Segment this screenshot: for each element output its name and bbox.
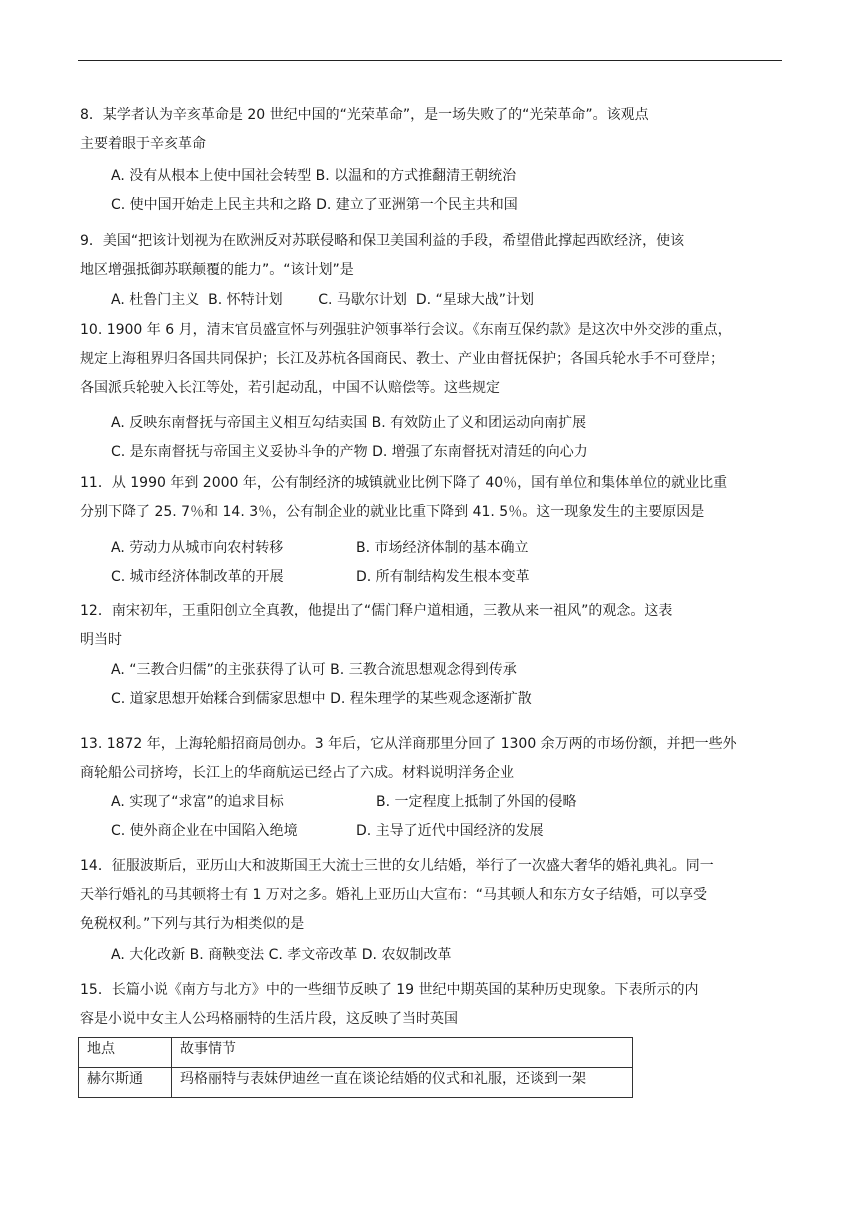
q11-option-b[interactable]: B. 市场经济体制的基本确立 [356, 540, 529, 556]
q13-option-a[interactable]: A. 实现了“求富”的追求目标 [111, 794, 284, 810]
q10-stem-line-1: 10. 1900 年 6 月，清末官员盛宣怀与列强驻沪领事举行会议。《东南互保约款》是这次中外交涉的重点， [80, 322, 732, 338]
q14-stem-line-2: 天举行婚礼的马其顿将士有 1 万对之多。婚礼上亚历山大宣布：“马其顿人和东方女子结婚，可以享受 [80, 887, 708, 903]
q15-stem-line-2: 容是小说中女主人公玛格丽特的生活片段，这反映了当时英国 [80, 1011, 458, 1027]
q15-table [78, 1037, 633, 1098]
q9-options[interactable]: A. 杜鲁门主义 B. 怀特计划 C. 马歇尔计划 D. “星球大战”计划 [111, 292, 534, 308]
q12-stem-line-2: 明当时 [80, 632, 122, 648]
q12-options-ab[interactable]: A. “三教合归儒”的主张获得了认可 B. 三教合流思想观念得到传承 [111, 662, 517, 678]
q14-stem-line-3: 免税权利。”下列与其行为相类似的是 [80, 916, 305, 932]
table-cell: 赫尔斯通 [79, 1068, 172, 1098]
q11-option-d[interactable]: D. 所有制结构发生根本变革 [356, 569, 530, 585]
table-header-row [79, 1038, 633, 1068]
q10-options-ab[interactable]: A. 反映东南督抚与帝国主义相互勾结卖国 B. 有效防止了义和团运动向南扩展 [111, 415, 587, 431]
q10-stem-line-3: 各国派兵轮驶入长江等处，若引起动乱，中国不认赔偿等。这些规定 [80, 380, 500, 396]
table-cell: 玛格丽特与表妹伊迪丝一直在谈论结婚的仪式和礼服，还谈到一架 [172, 1068, 633, 1098]
q13-option-d[interactable]: D. 主导了近代中国经济的发展 [356, 823, 544, 839]
table-header-cell: 地点 [79, 1038, 172, 1068]
q10-options-cd[interactable]: C. 是东南督抚与帝国主义妥协斗争的产物 D. 增强了东南督抚对清廷的向心力 [111, 444, 588, 460]
header-rule [78, 60, 782, 61]
q8-stem-line-1: 8．某学者认为辛亥革命是 20 世纪中国的“光荣革命”，是一场失败了的“光荣革命”。该观点 [80, 107, 649, 123]
q13-option-c[interactable]: C. 使外商企业在中国陷入绝境 [111, 823, 298, 839]
q14-options[interactable]: A. 大化改新 B. 商鞅变法 C. 孝文帝改革 D. 农奴制改革 [111, 947, 452, 963]
q11-option-c[interactable]: C. 城市经济体制改革的开展 [111, 569, 284, 585]
q9-stem-line-2: 地区增强抵御苏联颠覆的能力”。“该计划”是 [80, 262, 354, 278]
q13-stem-line-2: 商轮船公司挤垮，长江上的华商航运已经占了六成。材料说明洋务企业 [80, 765, 514, 781]
q8-options-ab[interactable]: A. 没有从根本上使中国社会转型 B. 以温和的方式推翻清王朝统治 [111, 168, 517, 184]
q13-option-b[interactable]: B. 一定程度上抵制了外国的侵略 [376, 794, 577, 810]
q13-stem-line-1: 13. 1872 年，上海轮船招商局创办。3 年后，它从洋商那里分回了 1300 余万两的市场份额，并把一些外 [80, 736, 737, 752]
table-header-cell: 故事情节 [172, 1038, 633, 1068]
q15-stem-line-1: 15．长篇小说《南方与北方》中的一些细节反映了 19 世纪中期英国的某种历史现象。下表所示的内 [80, 982, 699, 998]
q10-stem-line-2: 规定上海租界归各国共同保护；长江及苏杭各国商民、教士、产业由督抚保护；各国兵轮水手不可登岸； [80, 351, 724, 367]
q12-stem-line-1: 12．南宋初年，王重阳创立全真教，他提出了“儒门释户道相通，三教从来一祖风”的观念。这表 [80, 603, 673, 619]
q12-options-cd[interactable]: C. 道家思想开始糅合到儒家思想中 D. 程朱理学的某些观念逐渐扩散 [111, 691, 532, 707]
table-row [79, 1068, 633, 1098]
q8-options-cd[interactable]: C. 使中国开始走上民主共和之路 D. 建立了亚洲第一个民主共和国 [111, 197, 518, 213]
q11-stem-line-2: 分别下降了 25. 7％和 14. 3％，公有制企业的就业比重下降到 41. 5％。这一现象发生的主要原因是 [80, 504, 705, 520]
q14-stem-line-1: 14．征服波斯后，亚历山大和波斯国王大流士三世的女儿结婚，举行了一次盛大奢华的婚礼典礼。同一 [80, 858, 714, 874]
q11-stem-line-1: 11．从 1990 年到 2000 年，公有制经济的城镇就业比例下降了 40％，国有单位和集体单位的就业比重 [80, 475, 728, 491]
q9-stem-line-1: 9．美国“把该计划视为在欧洲反对苏联侵略和保卫美国利益的手段，希望借此撑起西欧经济，使该 [80, 233, 685, 249]
q8-stem-line-2: 主要着眼于辛亥革命 [80, 136, 206, 152]
q11-option-a[interactable]: A. 劳动力从城市向农村转移 [111, 540, 284, 556]
